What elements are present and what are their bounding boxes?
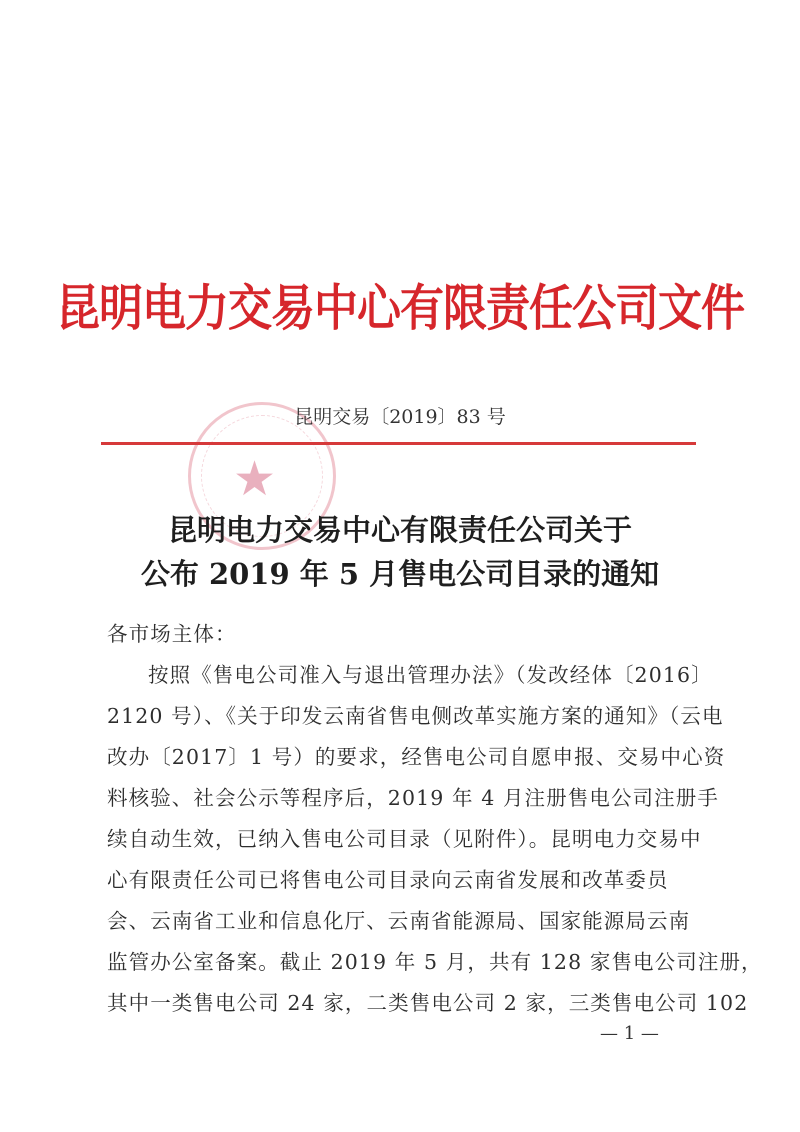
body-line: 2120 号）、《关于印发云南省售电侧改革实施方案的通知》（云电 — [107, 704, 724, 728]
body-line: 其中一类售电公司 24 家，二类售电公司 2 家，三类售电公司 102 — [107, 991, 749, 1015]
body-line: 会、云南省工业和信息化厅、云南省能源局、国家能源局云南 — [107, 909, 691, 933]
document-header: 昆明电力交易中心有限责任公司文件 — [56, 280, 744, 338]
page-number: — 1 — — [600, 1023, 659, 1044]
red-divider — [101, 442, 696, 445]
notice-body — [107, 614, 763, 1024]
star-icon: ★ — [233, 451, 277, 507]
body-line: 续自动生效，已纳入售电公司目录（见附件）。昆明电力交易中 — [107, 827, 702, 851]
salutation: 各市场主体： — [107, 622, 237, 646]
title-line-1: 昆明电力交易中心有限责任公司关于 — [167, 513, 632, 547]
document-number: 昆明交易〔2019〕83 号 — [294, 406, 506, 428]
body-line: 料核验、社会公示等程序后，2019 年 4 月注册售电公司注册手 — [107, 786, 719, 810]
body-line: 改办〔2017〕1 号）的要求，经售电公司自愿申报、交易中心资 — [107, 745, 726, 769]
body-line: 心有限责任公司已将售电公司目录向云南省发展和改革委员 — [107, 868, 669, 892]
body-line: 按照《售电公司准入与退出管理办法》（发改经体〔2016〕 — [148, 663, 713, 687]
title-line-2: 公布 2019 年 5 月售电公司目录的通知 — [140, 557, 660, 591]
notice-title — [0, 508, 800, 596]
body-line: 监管办公室备案。截止 2019 年 5 月，共有 128 家售电公司注册， — [107, 950, 763, 974]
